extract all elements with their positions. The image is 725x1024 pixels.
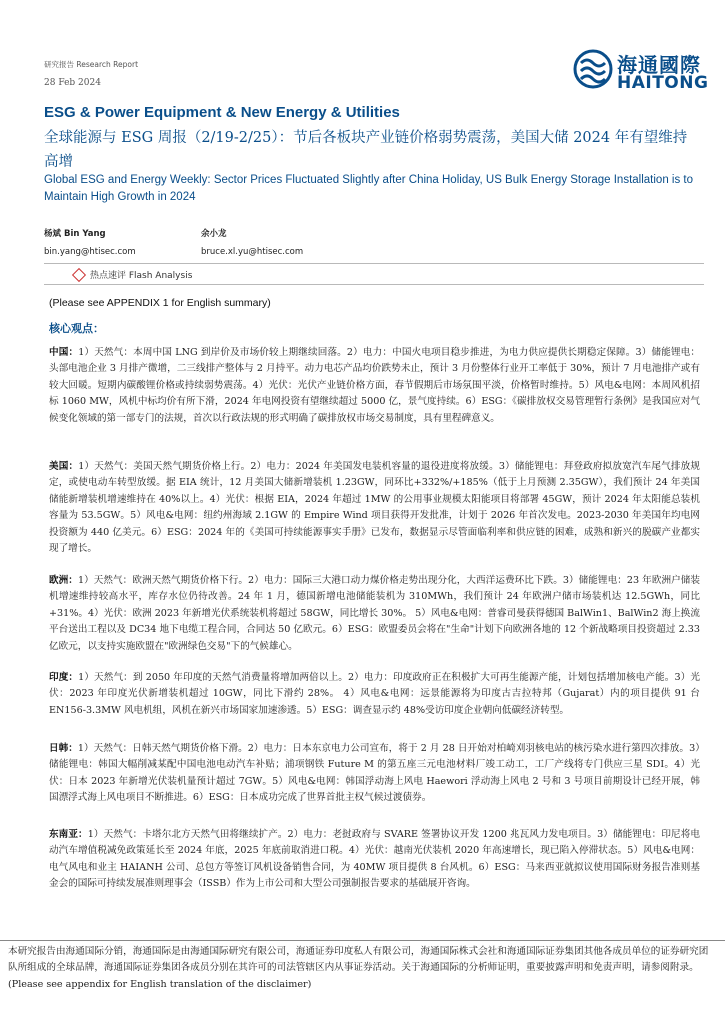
haitong-logo-icon xyxy=(573,49,613,89)
paragraph-text: 1）天然气：欧洲天然气期货价格下行。2）电力：国际三大港口动力煤价格走势出现分化，大西洋运费环比下跌。3）储能锂电：23 年欧洲户储装机增速维持较高水平，库存水位仍待改善。24 年 1 月，德国新增电池储能装机为 310MWh，我们预计 24 年欧洲户储市场装机达 12.5GWh，同比+31%。4）光伏：欧洲 2023 年新增光伏系统装机将超过 58GW，同比增长 30%。 5）风电&电网：普睿司曼获得德国 BalWin1、BalWin2 海上换流平台送出工程以及 DC34 地下电缆工程合同，合同达 50 亿欧元。6）ESG：欧盟委员会将在"生命"计划下向欧洲各地的 12 个新战略项目投资超过 2.33 亿欧元，以支持实施欧盟在"欧洲绿色交易"下的气候雄心。 xyxy=(49,575,700,652)
region-label: 日韩： xyxy=(49,743,78,754)
core-views-heading: 核心观点： xyxy=(49,322,104,335)
region-label: 美国： xyxy=(49,461,79,472)
paragraph-text: 1）天然气：本周中国 LNG 到岸价及市场价较上期继续回落。2）电力：中国火电项目稳步推进，为电力供应提供长期稳定保障。3）储能锂电：头部电池企业 3 月排产微增，二三线排产整体与 2 月持平。动力电芯产品均价跌势未止，预计 3 月份整体行业开工率低于 30%，预计 7 月电池排产或有较大回暖。短期内碳酸锂价格或持续弱势震荡。4）光伏：光伏产业链价格方面，春节假期后市场氛围平淡，价格暂时维持。5）风电&电网：本周风机招标 1060 MW，风机中标均价有所下滑，2024 年电网投资有望继续超过 5000 亿，景气度持续。6）ESG：《碳排放权交易管理暂行条例》是我国应对气候变化领域的第一部专门的法规，首次以行政法规的形式明确了碳排放权市场交易制度，具有里程碑意义。 xyxy=(49,347,701,424)
author-1-name: 杨斌 Bin Yang xyxy=(44,229,106,239)
paragraph-text: 1）天然气：到 2050 年印度的天然气消费量将增加两倍以上。2）电力：印度政府正在积极扩大可再生能源产能，计划包括增加核电产能。3）光伏：2023 年印度光伏新增装机超过 10GW，同比下滑约 28%。 4）风电&电网：远景能源将为印度古吉拉特邦（Gujarat）内的项目提供 91 台 EN156-3.3MW 风电机组，风机在新兴市场国家加速渗透。5）ESG：调查显示约 48%受访印度企业朝向低碳经济转型。 xyxy=(49,672,701,716)
paragraph-india xyxy=(49,670,700,719)
region-label: 东南亚： xyxy=(49,829,88,840)
footer-disclaimer: 本研究报告由海通国际分销，海通国际是由海通国际研究有限公司，海通证券印度私人有限公司，海通国际株式会社和海通国际证券集团其他各成员单位的证券研究团队所组成的全球品牌，海通国际证券集团各成员分别在其许可的司法管辖区内从事证券活动。关于海通国际的分析师证明，重要披露声明和免责声明，请参阅附录。(Please see appendix for English translation of the disclaimer) xyxy=(8,946,709,990)
paragraph-southeast-asia xyxy=(49,827,700,893)
divider xyxy=(44,263,704,264)
paragraph-text: 1）天然气：卡塔尔北方天然气田将继续扩产。2）电力：老挝政府与 SVARE 签署协议开发 1200 兆瓦风力发电项目。3）储能锂电：印尼将电动汽车增值税减免政策延长至 2024 年底，2025 年底前取消进口税。4）光伏：越南光伏装机 2020 年高速增长，现已陷入停滞状态。5）风电&电网：电气风电和业主 HAIANH 公司、总包方等签订风机设备销售合同，为 40MW 项目提供 8 台风机。6）ESG：马来西亚就拟议使用国际财务报告准则基金会的国际可持续发展准则理事会（ISSB）作为上市公司和大型公司强制报告要求的基础展开咨询。 xyxy=(49,829,700,890)
paragraph-europe xyxy=(49,573,700,655)
author-2-name: 余小龙 xyxy=(201,229,227,239)
author-1-email[interactable]: bin.yang@htisec.com xyxy=(44,247,136,257)
paragraph-text: 1）天然气：日韩天然气期货价格下滑。2）电力：日本东京电力公司宣布，将于 2 月 28 日开始对柏崎刈羽核电站的核污染水进行第四次排放。3）储能锂电：韩国大幅削减某配中国电池电动汽车补贴；浦项钢铁 Future M 的第五座三元电池材料厂竣工动工，工厂产线将专门供应三星 SDI。4）光伏：日本 2023 年新增光伏装机量预计超过 7GW。5）风电&电网：韩国浮动海上风电 Haewori 浮动海上风电 2 号和 3 号项目前期设计已经开展，韩国漂浮式海上风电项目不断推进。6）ESG：日本成功完成了世界首批主权气候过渡债券。 xyxy=(49,743,701,804)
region-label: 欧洲： xyxy=(49,575,78,586)
title-en: Global ESG and Energy Weekly: Sector Prices Fluctuated Slightly after China Holiday, US Bulk Energy Storage Installation is to Maintain High Growth in 2024 xyxy=(44,174,693,203)
sector-category: ESG & Power Equipment & New Energy & Utilities xyxy=(44,104,400,121)
paragraph-text: 1）天然气：美国天然气期货价格上行。2）电力：2024 年美国发电装机容量的退役进度将放缓。3）储能锂电：拜登政府拟放宽汽车尾气排放规定，或使电动车转型放缓。据 EIA 统计，12 月美国大储新增装机 1.23GW，同环比+332%/+185%（低于上月预测 2.35GW），我们预计 24 年美国储能新增装机增速维持在 40%以上。4）光伏：根据 EIA，2024 年超过 1MW 的公用事业规模太阳能项目将部署 45GW，预计 2024 年太阳能总装机容量为 53.5GW。5）风电&电网：纽约州海域 2.1GW 的 Empire Wind 项目获得开发批准，计划于 2026 年首次发电。2023-2030 年美国年均电网投资额为 440 亿美元。6）ESG：2024 年的《美国可持续能源事实手册》已发布，数据显示尽管面临利率和供应链的困难，成熟和新兴的脱碳产业都实现了增长。 xyxy=(49,461,700,555)
region-label: 印度： xyxy=(49,672,79,683)
report-date: 28 Feb 2024 xyxy=(44,78,101,88)
appendix-note: (Please see APPENDIX 1 for English summary) xyxy=(49,297,271,309)
logo-text-cn: 海通國際 xyxy=(617,53,701,77)
author-2-email[interactable]: bruce.xl.yu@htisec.com xyxy=(201,247,304,257)
haitong-logo xyxy=(573,49,723,95)
flash-analysis-label: 热点速评 Flash Analysis xyxy=(90,271,193,281)
paragraph-china xyxy=(49,345,700,427)
diamond-icon xyxy=(72,268,86,282)
region-label: 中国： xyxy=(49,347,79,358)
title-cn: 全球能源与 ESG 周报（2/19-2/25）：节后各板块产业链价格弱势震荡，美国大储 2024 年有望维持高增 xyxy=(44,130,688,170)
paragraph-us xyxy=(49,459,700,557)
divider xyxy=(44,284,704,285)
footer-divider xyxy=(0,940,725,941)
logo-text-en: HAITONG xyxy=(617,73,709,93)
paragraph-japan-korea xyxy=(49,741,700,807)
report-tag: 研究报告 Research Report xyxy=(44,60,139,69)
